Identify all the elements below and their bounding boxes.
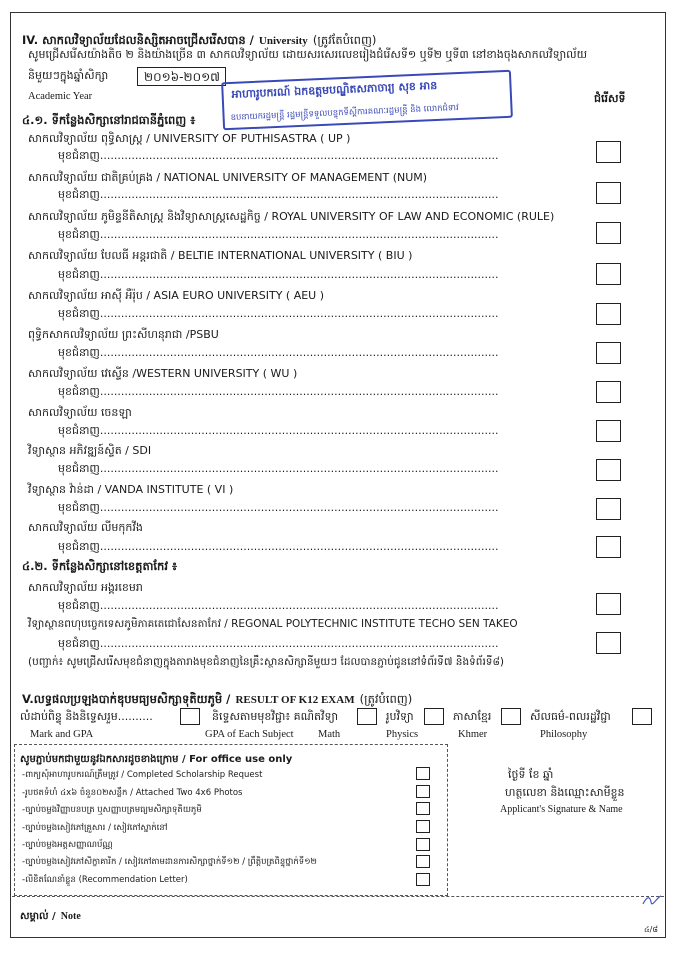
section-title-kh: IV. សាកលវិទ្យាល័យដែលនិស្សិតអាចជ្រើសរើសបាន / xyxy=(22,33,254,47)
major-field[interactable]: មុខជំនាញ.................................................................................................................. xyxy=(58,346,499,359)
khmer-box[interactable] xyxy=(501,708,521,725)
philosophy-label: សីលធម៌-ពលរដ្ឋវិជ្ជា xyxy=(530,710,611,723)
university-name: វិទ្យាស្ថាន វ៉ាន់ដា / VANDA INSTITUTE ( VI ) xyxy=(28,483,234,496)
year-field[interactable] xyxy=(137,67,226,86)
choice-box[interactable] xyxy=(596,222,621,244)
math-box[interactable] xyxy=(357,708,377,725)
signature-label-en: Applicant's Signature & Name xyxy=(500,804,623,815)
university-name: សាកលវិទ្យាល័យ អង្គរខេមរា xyxy=(28,581,143,594)
khmer-en: Khmer xyxy=(458,729,488,740)
office-checkbox[interactable] xyxy=(416,785,430,798)
university-name: វិទ្យាស្ថានពហុបច្ចេកទេសភូមិភាគតេជោសែនតាកែវ / REGONAL POLYTECHNIC INSTITUTE TECHO SEN TAKEO xyxy=(28,618,518,630)
major-field[interactable]: មុខជំនាញ.................................................................................................................. xyxy=(58,149,499,162)
choice-box[interactable] xyxy=(596,498,621,520)
university-name: សាកលវិទ្យាល័យ វេស្ទើន /WESTERN UNIVERSITY ( WU ) xyxy=(28,367,298,380)
choice-box[interactable] xyxy=(596,303,621,325)
note-divider xyxy=(12,896,664,897)
major-field[interactable]: មុខជំនាញ.................................................................................................................. xyxy=(58,599,499,612)
initials-mark xyxy=(641,894,663,906)
takeo-note: (បញ្ជាក់៖ សូមជ្រើសរើសមុខជំនាញក្នុងតារាងមុខជំនាញនៃគ្រឹះស្ថានសិក្សានីមួយៗ ដែលបានភ្ជាប់ជូននៅទំព័រទី៧ និងទំព័រទី៨) xyxy=(28,656,504,668)
section-instruction: សូមជ្រើសរើសយ៉ាងតិច ២ និងយ៉ាងច្រើន ៣ សាកលវិទ្យាល័យ ដោយសរសេរលេខរៀងជំរើសទី១ ឬទី២ ឬទី៣ នៅខាងចុងសាកលវិទ្យាល័យ xyxy=(28,48,588,61)
major-field[interactable]: មុខជំនាញ.................................................................................................................. xyxy=(58,424,499,437)
signature-date-line: ថ្ងៃទី ខែ ឆ្នាំ xyxy=(508,768,554,781)
takeo-heading: ៤.២. ទីកន្លែងសិក្សានៅខេត្តតាកែវ ៖ xyxy=(22,559,178,573)
choice-box[interactable] xyxy=(596,342,621,364)
university-name: ពុទ្ធិកសាកលវិទ្យាល័យ ព្រះសីហនុរាជា /PSBU xyxy=(28,328,219,341)
note-label xyxy=(20,904,81,924)
stamp-line1: អាហារូបករណ៍ ឯកឧត្តមបណ្ឌិតសភាចារ្យ សុខ អាន xyxy=(231,78,438,101)
office-title: សូមភ្ជាប់មកជាមួយនូវឯកសារដូចខាងក្រោម / For office use only xyxy=(20,754,293,765)
section-title xyxy=(22,29,376,50)
choice-box[interactable] xyxy=(596,459,621,481)
gpa-subject-en: GPA of Each Subject xyxy=(205,729,294,740)
stamp-line2: ឧបនាយករដ្ឋមន្ត្រី រដ្ឋមន្ត្រីទទួលបន្ទុកទីស្តីការគណៈរដ្ឋមន្ត្រី និង លោកជំទាវ xyxy=(230,103,459,123)
office-checkbox[interactable] xyxy=(416,873,430,886)
result-title-required: (ត្រូវបំពេញ) xyxy=(359,692,413,706)
section-title-required: (ត្រូវតែបំពេញ) xyxy=(312,33,377,47)
major-field[interactable]: មុខជំនាញ.................................................................................................................. xyxy=(58,385,499,398)
major-field[interactable]: មុខជំនាញ.................................................................................................................. xyxy=(58,501,499,514)
major-field[interactable]: មុខជំនាញ.................................................................................................................. xyxy=(58,228,499,241)
major-field[interactable]: មុខជំនាញ.................................................................................................................. xyxy=(58,307,499,320)
choice-header: ជំរើសទី xyxy=(594,92,626,105)
math-en: Math xyxy=(318,729,341,740)
university-name: សាកលវិទ្យាល័យ ចេនឡា xyxy=(28,406,132,419)
major-field[interactable]: មុខជំនាញ.................................................................................................................. xyxy=(58,268,499,281)
mark-en: Mark and GPA xyxy=(30,729,94,740)
choice-box[interactable] xyxy=(596,536,621,558)
choice-box[interactable] xyxy=(596,381,621,403)
major-field[interactable]: មុខជំនាញ.................................................................................................................. xyxy=(58,540,499,553)
university-name: សាកលវិទ្យាល័យ ពុទ្ធិសាស្ត្រ / UNIVERSITY OF PUTHISASTRA ( UP ) xyxy=(28,132,351,145)
university-name: សាកលវិទ្យាល័យ ភូមិន្ទនីតិសាស្ត្រ និងវិទ្យាសាស្ត្រសេដ្ឋកិច្ច / ROYAL UNIVERSITY OF LAW AND ECONOMIC (RULE) xyxy=(28,210,555,223)
choice-box[interactable] xyxy=(596,593,621,615)
khmer-label: ភាសាខ្មែរ xyxy=(453,710,492,723)
gpa-subject-label: និទ្ទេសតាមមុខវិជ្ជា៖ គណិតវិទ្យា xyxy=(212,710,339,723)
university-name: វិទ្យាស្ថាន អភិវឌ្ឍន៍ស្ទិត / SDI xyxy=(28,444,152,457)
page-number: ៤/៨ xyxy=(644,925,659,934)
office-item: -ច្បាប់ចម្លងសៀវភៅសិក្ខាគារិក / សៀវភៅតាមដានការសិក្សាថ្នាក់ទី១២ / ព្រឹត្តិបត្រពិន្ទុថ្នាក់ទី១២ xyxy=(22,857,317,867)
philosophy-box[interactable] xyxy=(632,708,652,725)
physics-box[interactable] xyxy=(424,708,444,725)
office-item: -ពាក្យសុំអាហារូបករណ៍ត្រឹមត្រូវ / Completed Scholarship Request xyxy=(22,770,263,780)
office-checkbox[interactable] xyxy=(416,820,430,833)
mark-label: លំដាប់ពិន្ទុ និងនិទ្ទេសរួម.......... xyxy=(20,710,153,723)
signature-label-kh: ហត្ថលេខា និងឈ្មោះសាមីខ្លួន xyxy=(505,786,625,799)
office-checkbox[interactable] xyxy=(416,855,430,868)
office-item: -ច្បាប់ចម្លងសៀវភៅគ្រួសារ / សៀវភៅស្នាក់នៅ xyxy=(22,823,168,833)
office-checkbox[interactable] xyxy=(416,802,430,815)
academic-year-en: Academic Year xyxy=(28,91,93,102)
choice-box[interactable] xyxy=(596,141,621,163)
choice-box[interactable] xyxy=(596,263,621,285)
office-item: -ច្បាប់ចម្លងវិញ្ញាបនបត្រ ឬសញ្ញាបត្រមធ្យមសិក្សាទុតិយភូមិ xyxy=(22,805,202,815)
choice-box[interactable] xyxy=(596,182,621,204)
year-value: ២០១៦-២០១៧ xyxy=(144,70,220,84)
section-title-en: University xyxy=(258,35,308,47)
mark-box[interactable] xyxy=(180,708,200,725)
university-name: សាកលវិទ្យាល័យ ជាតិគ្រប់គ្រង / NATIONAL UNIVERSITY OF MANAGEMENT (NUM) xyxy=(28,171,428,184)
office-item: -លិខិតណែនាំខ្លួន (Recommendation Letter) xyxy=(22,875,188,885)
note-label-kh: សម្គាល់ / xyxy=(20,911,56,922)
result-title-kh: V.លទ្ធផលប្រឡងបាក់ឌុបមធ្យមសិក្សាទុតិយភូមិ / xyxy=(22,692,231,706)
university-name: សាកលវិទ្យាល័យ អាស៊ី អឺរ៉ុប / ASIA EURO UNIVERSITY ( AEU ) xyxy=(28,289,325,302)
major-field[interactable]: មុខជំនាញ.................................................................................................................. xyxy=(58,637,499,650)
result-title xyxy=(22,688,412,709)
physics-en: Physics xyxy=(386,729,419,740)
major-field[interactable]: មុខជំនាញ.................................................................................................................. xyxy=(58,462,499,475)
choice-box[interactable] xyxy=(596,632,621,654)
choice-box[interactable] xyxy=(596,420,621,442)
office-checkbox[interactable] xyxy=(416,767,430,780)
phnom-penh-heading: ៤.១. ទីកន្លែងសិក្សានៅរាជធានីភ្នំពេញ ៖ xyxy=(22,113,196,127)
philosophy-en: Philosophy xyxy=(540,729,588,740)
note-label-en: Note xyxy=(60,911,81,922)
result-title-en: RESULT OF K12 EXAM xyxy=(235,694,355,706)
office-item: -រូបថតទំហំ ៤x៦ ចំនួន០២សន្លឹក / Attached Two 4x6 Photos xyxy=(22,788,243,798)
university-name: សាកលវិទ្យាល័យ លីមកុកវីង xyxy=(28,521,143,534)
office-item: -ច្បាប់ចម្លងអត្តសញ្ញាណប័ណ្ណ xyxy=(22,840,113,850)
major-field[interactable]: មុខជំនាញ.................................................................................................................. xyxy=(58,188,499,201)
university-name: សាកលវិទ្យាល័យ បែលធី អន្តរជាតិ / BELTIE INTERNATIONAL UNIVERSITY ( BIU ) xyxy=(28,249,413,262)
year-label: និមួយៗក្នុងឆ្នាំសិក្សា xyxy=(28,69,109,82)
office-checkbox[interactable] xyxy=(416,838,430,851)
physics-label: រូបវិទ្យា xyxy=(386,710,414,723)
